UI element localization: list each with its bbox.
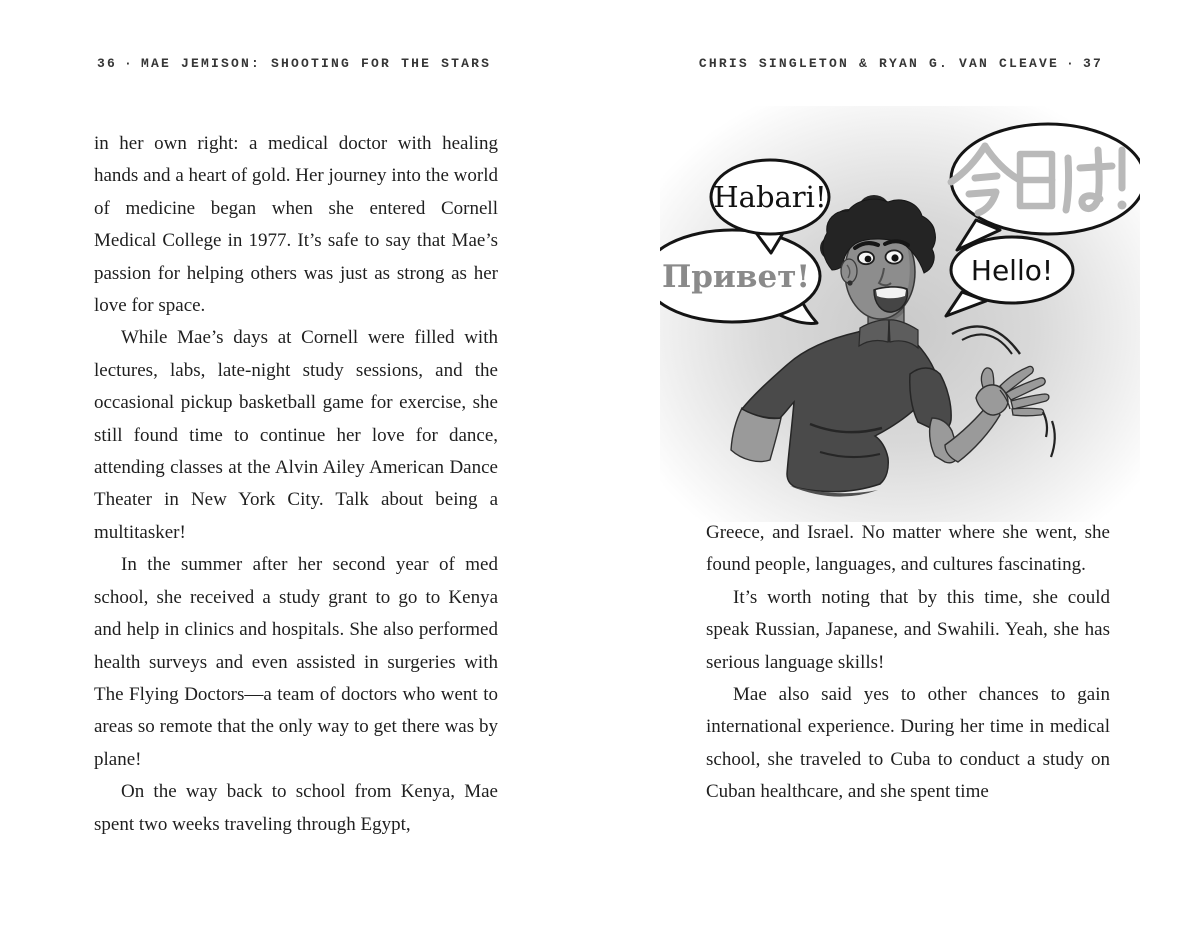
header-separator-left: · [124, 56, 135, 71]
running-header-left [97, 56, 491, 71]
paragraph: Mae also said yes to other chances to gain international experience. During her time in medical school, she traveled to Cuba to conduct a study on Cuban healthcare, and she spent time [706, 684, 1110, 803]
kana-ha-stroke [1066, 158, 1069, 210]
running-head-left: MAE JEMISON: SHOOTING FOR THE STARS [141, 56, 492, 71]
earring [847, 280, 852, 285]
header-separator-right: · [1065, 56, 1076, 71]
paragraph: It’s worth noting that by this time, she could speak Russian, Japanese, and Swahili. Yeah, she has serious language skills! [706, 586, 1110, 673]
left-page-body [94, 128, 498, 841]
running-head-right: CHRIS SINGLETON & RYAN G. VAN CLEAVE [698, 56, 1059, 71]
kanji-kon-stroke [975, 176, 997, 178]
bubble-text-habari: Habari! [713, 180, 827, 214]
finger [1012, 408, 1044, 416]
paragraph: In the summer after her second year of med school, she received a study grant to go to Kenya and help in clinics and hospitals. She also performed health surveys and even assisted in surgeries with The Flying Doctors—a team of doctors who went to areas so remote that the only way to get there was by plane! [94, 554, 498, 770]
page-number-left: 36 [97, 56, 118, 71]
page-number-right: 37 [1082, 56, 1103, 71]
paragraph: While Mae’s days at Cornell were filled with lectures, labs, late-night study sessions, and the occasional pickup basketball game for exercise, she still found time to continue her love for dance, attending classes at the Alvin Ailey American Dance Theater in New York City. Talk about being a multitasker! [94, 327, 498, 543]
mae-greeting-illustration [660, 106, 1140, 522]
right-page-body [706, 517, 1110, 809]
paragraph: On the way back to school from Kenya, Mae spent two weeks traveling through Egypt, [94, 781, 498, 835]
paragraph: Greece, and Israel. No matter where she went, she found people, languages, and cultures fascinating. [706, 522, 1110, 576]
paragraph: in her own right: a medical doctor with healing hands and a heart of gold. Her journey into the world of medicine began when she entered Cornell Medical College in 1977. It’s safe to say that Mae’s passion for helping others was just as strong as her love for space. [94, 133, 498, 317]
pupil-left [865, 256, 872, 263]
teeth [876, 288, 906, 299]
bubble-text-privet: Привет! [661, 259, 811, 295]
ear [841, 259, 857, 283]
pupil-right [891, 254, 898, 261]
running-header-right [699, 56, 1103, 71]
exclamation-dot [1118, 201, 1127, 210]
bubble-text-hello: Hello! [970, 254, 1054, 287]
